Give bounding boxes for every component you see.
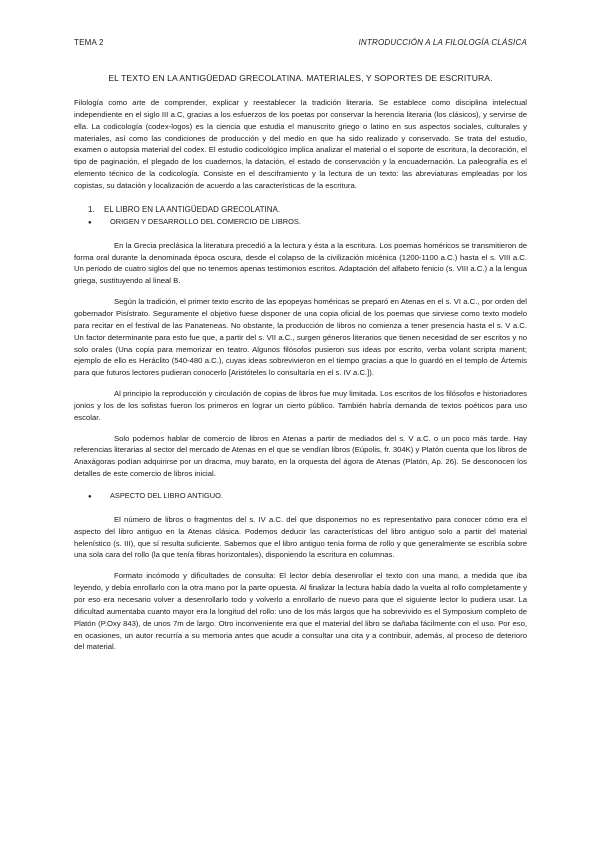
page-header	[74, 38, 527, 47]
header-course-title: INTRODUCCIÓN A LA FILOLOGÍA CLÁSICA	[358, 38, 527, 47]
subsection-heading	[74, 216, 527, 229]
subsection-title: ASPECTO DEL LIBRO ANTIGUO.	[110, 490, 223, 500]
document-title: EL TEXTO EN LA ANTIGÜEDAD GRECOLATINA. MATERIALES, Y SOPORTES DE ESCRITURA.	[108, 73, 493, 83]
header-topic: TEMA 2	[74, 38, 104, 47]
body-paragraph: Solo podemos hablar de comercio de libros en Atenas a partir de mediados del s. V a.C. o un poco más tarde. Hay referencias literarias al sector del mercado de Atenas en el que se vendían libros (Eúpolis, fr. 304K) y Platón cuenta que los libros de Anaxágoras podían adquirirse por un dracma, muy barato, en la orquesta del ágora de Atenas (Platón, Ap. 26). Se desconocen los detalles de este comercio de libros inicial.	[74, 433, 527, 479]
section-number: 1.	[88, 204, 95, 214]
bullet-icon: ●	[88, 493, 92, 500]
intro-paragraph: Filología como arte de comprender, explicar y reestablecer la tradición literaria. Se establece como disciplina intelectual independiente en el siglo III a.C, gracias a los esfuerzos de los poetas por conservar la herencia literaria (los clásicos), y servirse de ella. La codicología (codex-logos) es la ciencia que estudia el manuscrito griego o latino en sus aspectos sociales, culturales y materiales, así como las condiciones de producción y del medio en que ha sido realizado y conservado. Se trata del estudio, examen o autopsia material del codex. El estudio codicológico implica analizar el material o el soporte de escritura, la decoración, el tipo de paginación, el plegado de los cuadernos, la datación, el estado de conservación y la encuadernación. La paleografía es el elemento técnico de la codicología. Consiste en el desciframiento y la lectura de un texto: las abreviaturas empleadas por los copistas, su datación y localización de acuerdo a las características de la escritura.	[74, 98, 527, 190]
subsection-title: ORIGEN Y DESARROLLO DEL COMERCIO DE LIBROS.	[110, 216, 301, 226]
subsection-heading	[74, 490, 527, 503]
bullet-icon: ●	[88, 219, 92, 226]
body-paragraph: El número de libros o fragmentos del s. IV a.C. del que disponemos no es representativo para conocer cómo era el aspecto del libro antiguo en la Atenas clásica. Podemos deducir las características del libro antiguo solo a partir del material helenístico (s. III), que sí resulta suficiente. Sabemos que el libro antiguo tenía forma de rollo y que generalmente se escribía sobre una sola cara del rollo (la que tenía fibras horizontales), disponiendo la escritura en columnas.	[74, 514, 527, 560]
section-title: EL LIBRO EN LA ANTIGÜEDAD GRECOLATINA.	[104, 204, 281, 214]
body-paragraph: Al principio la reproducción y circulación de copias de libros fue muy limitada. Los escritos de los filósofos e historiadores jonios y los de los sofistas fueron los primeros en lograr un cierto público. También habría demanda de textos poéticos para uso escolar.	[74, 389, 527, 422]
body-paragraph: Según la tradición, el primer texto escrito de las epopeyas homéricas se preparó en Atenas en el s. VI a.C., por orden del gobernador Pisístrato. Seguramente el objetivo fuese disponer de una copia oficial de los poemas que sirviese como texto modelo para recitar en el festival de las Panateneas. No obstante, la producción de libros no comienza a tener presencia hasta el s. V a.C. Un factor determinante para esto fue que, a partir del s. VII a.C., surgen géneros literarios que tienen necesidad de ser escritos y no solo orales (Una copia para memorizar en teatro. Algunos filósofos pusieron sus ideas por escrito, verba volant scripta manent; ejemplo de ello es Heráclito (540-480 a.C.), cuyas ideas sobrevivieron en el tiempo gracias a que lo guardó en el templo de Ártemis para que futuros lectores pudieran conocerlo [Aristóteles lo consultaría en el s. IV a.C.]).	[74, 297, 527, 378]
body-paragraph: Formato incómodo y dificultades de consulta: El lector debía desenrollar el texto con una mano, a medida que iba leyendo, y debía enrollarlo con la otra mano por la parte opuesta. Al finalizar la lectura había dado la vuelta al rollo completamente y por eso era necesario volver a desenrollarlo todo y volverlo a enrollarlo de nuevo para que el siguiente lector lo pudiera usar. La dificultad aumentaba cuanto mayor era la longitud del rollo: uno de los más largos que ha sobrevivido es el Symposium completo de Platón (P.Oxy 843), de unos 7m de largo. Otro inconveniente era que el material del libro se dañaba fácilmente con el uso. Por eso, en ocasiones, un autor recurría a su memoria antes que acudir a consultar una cita y a contribuir, además, al proceso de deterioro del material.	[74, 571, 527, 652]
body-paragraph: En la Grecia preclásica la literatura precedió a la lectura y ésta a la escritura. Los poemas homéricos se transmitieron de forma oral durante la denominada época oscura, desde el colapso de la civilización micénica (1200-1100 a.C.) hasta el s. VIII a.C. Un periodo de cuatro siglos del que no tenemos apenas testimonios escritos. Adaptación del alfabeto fenicio (s. VIII a.C.) a la lengua griega, sustituyendo al lineal B.	[74, 240, 527, 286]
section-heading	[74, 204, 527, 215]
